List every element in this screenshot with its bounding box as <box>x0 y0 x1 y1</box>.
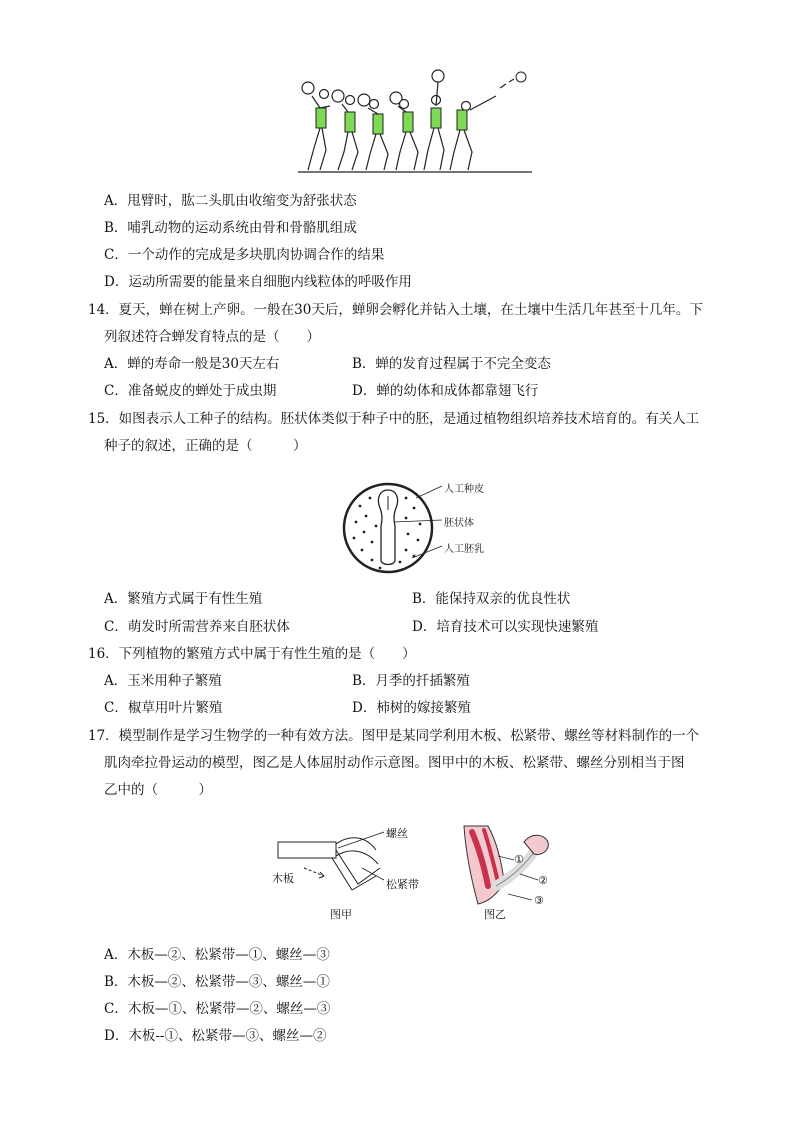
q15-option-d: D．培育技术可以实现快速繁殖 <box>412 619 599 635</box>
q17-stem-line1: 17．模型制作是学习生物学的一种有效方法。图甲是某同学利用木板、松紧带、螺丝等材料制作的一个 <box>88 728 700 744</box>
q17-option-b: B．木板—②、松紧带—③、螺丝—① <box>104 974 330 990</box>
fig-yi-label-3: ③ <box>534 894 544 907</box>
q16-option-c: C．椒草用叶片繁殖 <box>104 700 223 716</box>
q15-option-a: A．繁殖方式属于有性生殖 <box>104 591 263 607</box>
q14-option-c: C．准备蜕皮的蝉处于成虫期 <box>104 383 277 399</box>
q15-stem-line2: 种子的叙述，正确的是（ ） <box>104 438 307 454</box>
q16-option-a: A．玉米用种子繁殖 <box>104 673 222 689</box>
q15-stem-line1: 15．如图表示人工种子的结构。胚状体类似于种子中的胚，是通过植物组织培养技术培育的。有关人工 <box>88 411 700 427</box>
seed-label-embryoid: 胚状体 <box>444 518 474 529</box>
q13-option-b: B．哺乳动物的运动系统由骨和骨骼肌组成 <box>104 220 357 236</box>
q17-option-a: A．木板—②、松紧带—①、螺丝—③ <box>104 947 330 963</box>
q17-stem-line3: 乙中的（ ） <box>104 782 212 798</box>
q13-option-a: A．甩臂时，肱二头肌由收缩变为舒张状态 <box>104 193 357 209</box>
fig-jia-label-elastic: 松紧带 <box>386 878 419 891</box>
q13-option-d: D．运动所需要的能量来自细胞内线粒体的呼吸作用 <box>104 274 412 290</box>
seed-label-endosperm: 人工胚乳 <box>444 544 484 555</box>
q17-stem-line2: 肌肉牵拉骨运动的模型，图乙是人体屈肘动作示意图。图甲中的木板、松紧带、螺丝分别相当于图 <box>104 755 685 771</box>
q13-option-c: C．一个动作的完成是多块肌肉协调合作的结果 <box>104 247 385 263</box>
q14-option-a: A．蝉的寿命一般是30天左右 <box>104 356 280 372</box>
q15-option-b: B．能保持双亲的优良性状 <box>412 591 571 607</box>
fig-jia-caption: 图甲 <box>330 908 352 921</box>
seed-label-coat: 人工种皮 <box>444 484 484 495</box>
q16-option-d: D．柿树的嫁接繁殖 <box>352 700 471 716</box>
q16-stem: 16．下列植物的繁殖方式中属于有性生殖的是（ ） <box>88 646 416 662</box>
q14-option-d: D．蝉的幼体和成体都靠翅飞行 <box>352 383 539 399</box>
q17-option-c: C．木板—①、松紧带—②、螺丝—③ <box>104 1001 331 1017</box>
q14-stem-line2: 列叙述符合蝉发育特点的是（ ） <box>104 329 320 345</box>
fig-yi-label-2: ② <box>538 874 548 887</box>
fig-jia-label-board: 木板 <box>272 872 294 885</box>
q17-option-d: D．木板--①、松紧带—③、螺丝—② <box>104 1028 327 1044</box>
q15-option-c: C．萌发时所需营养来自胚状体 <box>104 619 290 635</box>
fig-yi-caption: 图乙 <box>484 908 506 921</box>
q16-option-b: B．月季的扦插繁殖 <box>352 673 470 689</box>
fig-jia-label-screw: 螺丝 <box>386 827 408 840</box>
q14-stem-line1: 14．夏天，蝉在树上产卵。一般在30天后，蝉卵会孵化并钻入土壤，在土壤中生活几年甚至十几年。下 <box>88 302 703 318</box>
throwing-sequence-figure <box>290 66 540 178</box>
figure-jia-model <box>276 824 386 904</box>
q14-option-b: B．蝉的发育过程属于不完全变态 <box>352 356 551 372</box>
fig-yi-label-1: ① <box>514 853 524 866</box>
